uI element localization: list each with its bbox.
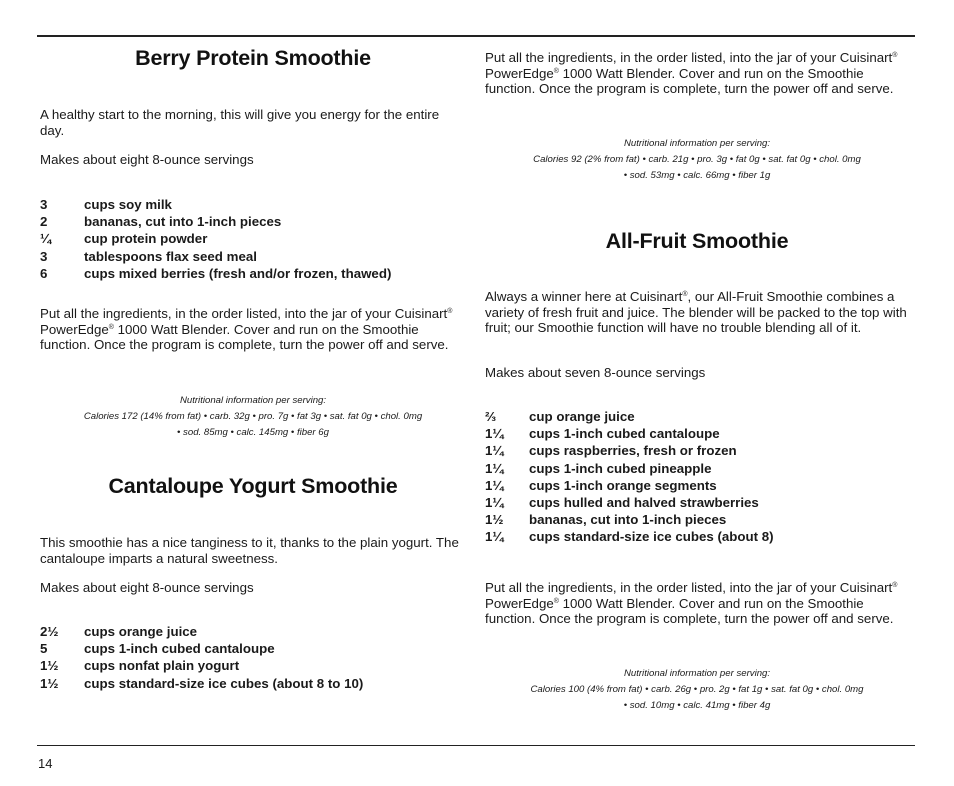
ingredient-qty: 1¼	[485, 477, 504, 493]
recipe-title-allfruit: All-Fruit Smoothie	[605, 229, 789, 253]
recipe-yield-cantaloupe: Makes about eight 8-ounce servings	[40, 580, 254, 595]
bottom-rule	[37, 745, 915, 746]
ingredient-text: cups hulled and halved strawberries	[529, 495, 759, 511]
ingredient-list-allfruit	[485, 408, 909, 546]
ingredient-list-berry	[40, 196, 466, 282]
page-number: 14	[38, 756, 53, 771]
recipe-intro-allfruit: Always a winner here at Cuisinart®, our All-Fruit Smoothie combines a variety of fresh fruit and juice. The blender will be packed to the top with fruit; our Smoothie function will have no trouble blending all of it.	[485, 289, 907, 336]
ingredient-text: cups standard-size ice cubes (about 8 to 10)	[84, 675, 364, 691]
ingredient-item	[485, 477, 909, 494]
ingredient-qty: 2½	[40, 624, 59, 639]
ingredient-item	[485, 460, 909, 477]
ingredient-text: cups 1-inch cubed pineapple	[529, 460, 712, 476]
ingredient-text: cups orange juice	[84, 624, 198, 639]
ingredient-text: cups 1-inch cubed cantaloupe	[84, 641, 275, 657]
ingredient-text: bananas, cut into 1-inch pieces	[529, 512, 727, 528]
ingredient-qty: 1½	[40, 675, 59, 691]
ingredient-item	[40, 657, 466, 674]
ingredient-item	[485, 442, 909, 459]
recipe-intro-cantaloupe: This smoothie has a nice tanginess to it, thanks to the plain yogurt. The cantaloupe imparts a natural sweetness.	[40, 535, 459, 566]
recipe-method-allfruit: Put all the ingredients, in the order listed, into the jar of your Cuisinart® PowerEdge® 1000 Watt Blender. Cover and run on the Smoothie function. Once the program is complete, turn the power off and serve.	[485, 580, 898, 627]
ingredient-text: cups soy milk	[84, 197, 172, 212]
ingredient-list-cantaloupe	[40, 623, 466, 692]
ingredient-item	[40, 623, 466, 640]
ingredient-item	[40, 196, 466, 213]
ingredient-qty: 1¼	[485, 443, 504, 459]
nutrition-line: • sod. 53mg • calc. 66mg • fiber 1g	[623, 170, 771, 181]
nutrition-heading: Nutritional information per serving:	[179, 395, 327, 406]
nutrition-line: • sod. 10mg • calc. 41mg • fiber 4g	[623, 700, 771, 711]
nutrition-info-cantaloupe	[485, 136, 909, 184]
nutrition-line: Calories 172 (14% from fat) • carb. 32g • pro. 7g • fat 3g • sat. fat 0g • chol. 0mg	[83, 411, 423, 422]
recipe-title-cantaloupe: Cantaloupe Yogurt Smoothie	[108, 474, 398, 498]
recipe-title-berry: Berry Protein Smoothie	[135, 46, 371, 70]
nutrition-info-berry	[40, 393, 466, 441]
recipe-yield-berry: Makes about eight 8-ounce servings	[40, 152, 254, 167]
nutrition-heading: Nutritional information per serving:	[623, 138, 771, 149]
ingredient-text: cups raspberries, fresh or frozen	[529, 443, 737, 459]
ingredient-text: bananas, cut into 1-inch pieces	[84, 214, 282, 230]
ingredient-qty: 3	[40, 197, 48, 212]
ingredient-item	[485, 408, 909, 425]
recipe-method-cantaloupe: Put all the ingredients, in the order listed, into the jar of your Cuisinart® PowerEdge® 1000 Watt Blender. Cover and run on the Smoothie function. Once the program is complete, turn the power off and serve.	[485, 50, 898, 97]
nutrition-info-allfruit	[485, 666, 909, 714]
ingredient-text: cup orange juice	[529, 409, 635, 424]
top-rule	[37, 35, 915, 37]
ingredient-item	[485, 511, 909, 528]
ingredient-item	[40, 213, 466, 230]
ingredient-item	[40, 640, 466, 657]
recipe-method-berry: Put all the ingredients, in the order listed, into the jar of your Cuisinart® PowerEdge® 1000 Watt Blender. Cover and run on the Smoothie function. Once the program is complete, turn the power off and serve.	[40, 306, 453, 353]
ingredient-item	[40, 230, 466, 247]
ingredient-qty: 2	[40, 214, 48, 230]
ingredient-qty: 1¼	[485, 529, 504, 545]
ingredient-qty: 6	[40, 265, 48, 281]
nutrition-line: Calories 100 (4% from fat) • carb. 26g • pro. 2g • fat 1g • sat. fat 0g • chol. 0mg	[530, 684, 864, 695]
ingredient-qty: ⅔	[485, 409, 497, 424]
ingredient-qty: ¼	[40, 231, 52, 247]
ingredient-qty: 1½	[40, 658, 59, 674]
ingredient-item	[40, 265, 466, 282]
ingredient-text: cups standard-size ice cubes (about 8)	[529, 529, 774, 545]
recipe-yield-allfruit: Makes about seven 8-ounce servings	[485, 365, 706, 380]
ingredient-item	[485, 494, 909, 511]
ingredient-item	[40, 248, 466, 265]
ingredient-qty: 3	[40, 248, 48, 264]
ingredient-qty: 1¼	[485, 495, 504, 511]
nutrition-heading: Nutritional information per serving:	[623, 668, 771, 679]
ingredient-text: cups 1-inch orange segments	[529, 477, 717, 493]
ingredient-item	[485, 425, 909, 442]
nutrition-line: • sod. 85mg • calc. 145mg • fiber 6g	[177, 427, 329, 438]
ingredient-qty: 1¼	[485, 426, 504, 442]
ingredient-qty: 5	[40, 641, 48, 657]
ingredient-item	[485, 528, 909, 545]
ingredient-qty: 1¼	[485, 460, 504, 476]
ingredient-text: cups nonfat plain yogurt	[84, 658, 240, 674]
ingredient-text: tablespoons flax seed meal	[84, 248, 257, 264]
ingredient-text: cups mixed berries (fresh and/or frozen, thawed)	[84, 265, 392, 281]
ingredient-qty: 1½	[485, 512, 504, 528]
recipe-intro-berry: A healthy start to the morning, this will give you energy for the entire day.	[40, 107, 440, 138]
nutrition-line: Calories 92 (2% from fat) • carb. 21g • pro. 3g • fat 0g • sat. fat 0g • chol. 0mg	[533, 154, 861, 165]
ingredient-text: cups 1-inch cubed cantaloupe	[529, 426, 720, 442]
ingredient-text: cup protein powder	[84, 231, 208, 247]
ingredient-item	[40, 675, 466, 692]
